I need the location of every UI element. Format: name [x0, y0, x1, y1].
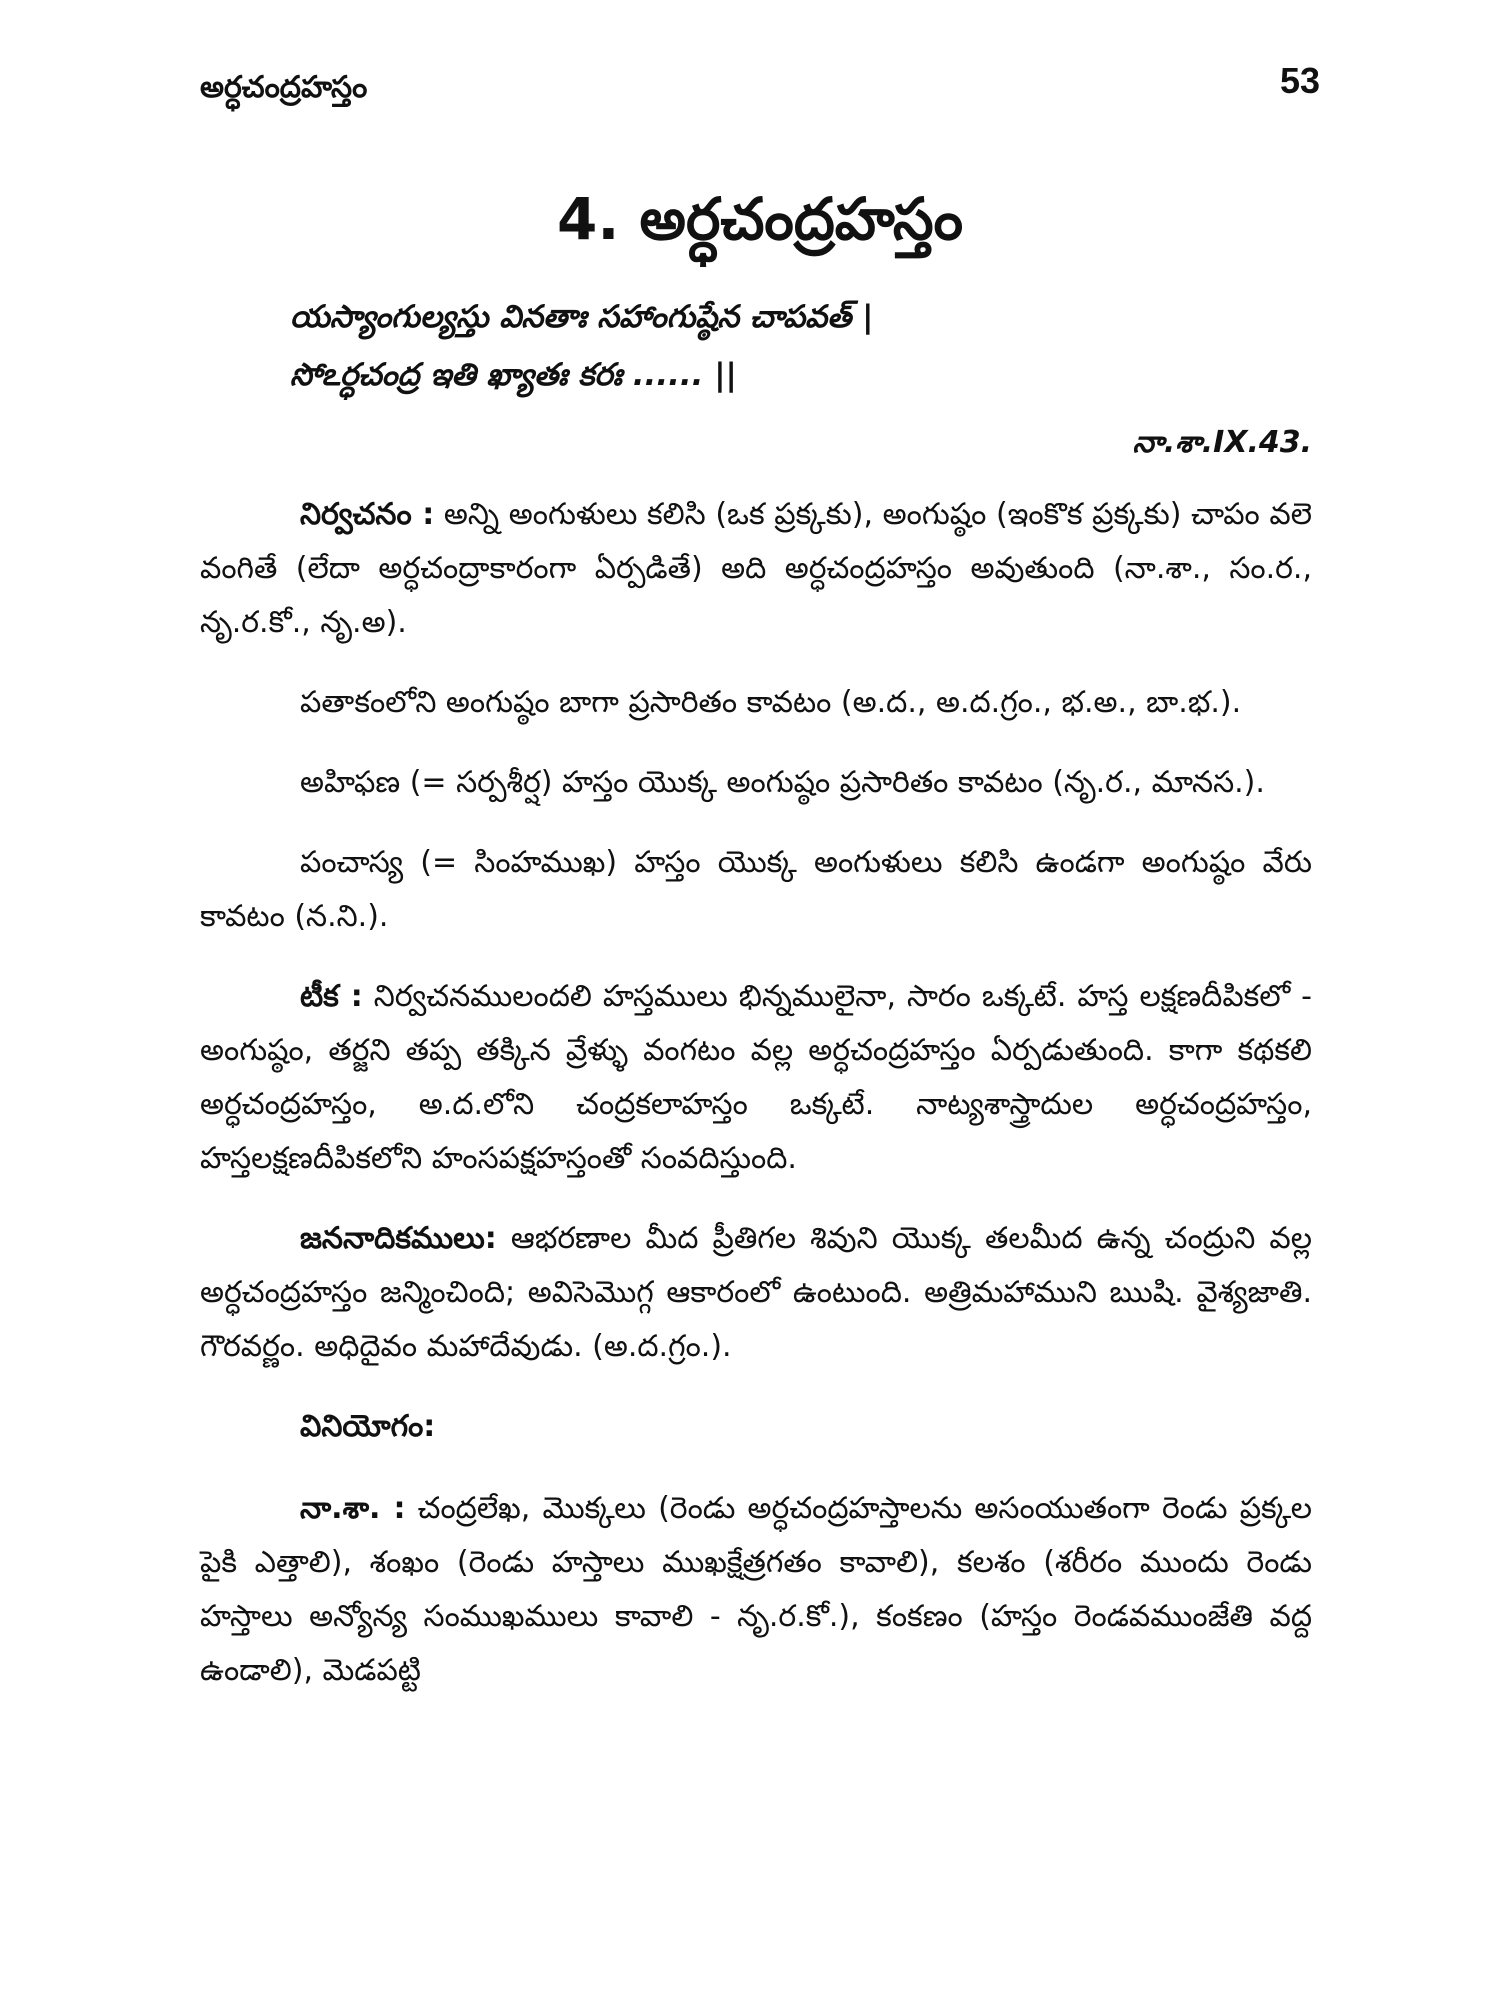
- paragraph-natyashastra: [200, 1482, 1312, 1698]
- paragraph-text: చంద్రలేఖ, మొక్కలు (రెండు అర్ధచంద్రహస్తాలను అసంయుతంగా రెండు ప్రక్కల పైకి ఎత్తాలి), శంఖం (రెండు హస్తాలు ముఖక్షేత్రగతం కావాలి), కలశం (శరీరం ముందు రెండు హస్తాలు అన్యోన్య సంముఖములు కావాలి - నృ.ర.కో.), కంకణం (హస్తం రెండవముంజేతి వద్ద ఉండాలి), మెడపట్టి: [200, 1491, 1312, 1688]
- paragraph-text: అహిఫణ (= సర్పశీర్ష) హస్తం యొక్క అంగుష్ఠం ప్రసారితం కావటం (నృ.ర., మానస.).: [300, 765, 1265, 800]
- paragraph-ahiphana: [200, 756, 1312, 810]
- verse-line-1: యస్యాంగుల్యస్తు వినతాః సహాంగుష్ఠేన చాపవత్ |: [290, 299, 874, 335]
- paragraph-label: జననాదికములు:: [300, 1221, 497, 1256]
- body-text: [200, 488, 1312, 1724]
- paragraph-text: పంచాస్య (= సింహముఖ) హస్తం యొక్క అంగుళులు కలిసి ఉండగా అంగుష్ఠం వేరు కావటం (న.ని.).: [200, 845, 1312, 934]
- paragraph-text: నిర్వచనములందలి హస్తములు భిన్నములైనా, సారం ఒక్కటే. హస్త లక్షణదీపికలో - అంగుష్ఠం, తర్జని తప్ప తక్కిన వ్రేళ్ళు వంగటం వల్ల అర్ధచంద్రహస్తం ఏర్పడుతుంది. కాగా కథకలి అర్ధచంద్రహస్తం, అ.ద.లోని చంద్రకలాహస్తం ఒక్కటే. నాట్యశాస్త్రాదుల అర్ధచంద్రహస్తం, హస్తలక్షణదీపికలోని హంసపక్షహస్తంతో సంవదిస్తుంది.: [200, 979, 1312, 1176]
- paragraph-text: ఆభరణాల మీద ప్రీతిగల శివుని యొక్క తలమీద ఉన్న చంద్రుని వల్ల అర్ధచంద్రహస్తం జన్మించింది; అవిసెమొగ్గ ఆకారంలో ఉంటుంది. అత్రిమహాముని ఋషి. వైశ్యజాతి. గౌరవర్ణం. అధిదైవం మహాదేవుడు. (అ.ద.గ్రం.).: [200, 1221, 1312, 1364]
- page-number: 53: [1279, 60, 1320, 101]
- verse-reference: నా.శా.IX.43.: [1132, 425, 1312, 460]
- paragraph-label: టీక :: [300, 979, 363, 1014]
- paragraph-nirvachanam: [200, 488, 1312, 650]
- paragraph-jananadikamulu: [200, 1212, 1312, 1374]
- verse-line-2: సోఽర్ధచంద్ర ఇతి ఖ్యాతః కరః ...... ||: [290, 357, 737, 393]
- running-header-title: అర్ధచంద్రహస్తం: [200, 70, 368, 105]
- paragraph-teeka: [200, 970, 1312, 1186]
- running-header: [200, 60, 1320, 120]
- viniyogam-heading: వినియోగం:: [300, 1409, 436, 1444]
- paragraph-label: నా.శా. :: [300, 1491, 406, 1526]
- paragraph-pataka: [200, 676, 1312, 730]
- chapter-title: 4. అర్ధచంద్రహస్తం: [556, 185, 964, 253]
- paragraph-panchasya: [200, 836, 1312, 944]
- paragraph-text: అన్ని అంగుళులు కలిసి (ఒక ప్రక్కకు), అంగుష్ఠం (ఇంకొక ప్రక్కకు) చాపం వలె వంగితే (లేదా అర్ధచంద్రాకారంగా ఏర్పడితే) అది అర్ధచంద్రహస్తం అవుతుంది (నా.శా., సం.ర., నృ.ర.కో., నృ.అ).: [200, 497, 1312, 640]
- paragraph-text: పతాకంలోని అంగుష్ఠం బాగా ప్రసారితం కావటం (అ.ద., అ.ద.గ్రం., భ.అ., బా.భ.).: [300, 685, 1242, 720]
- sanskrit-verse: [290, 288, 1190, 404]
- paragraph-label: నిర్వచనం :: [300, 497, 435, 532]
